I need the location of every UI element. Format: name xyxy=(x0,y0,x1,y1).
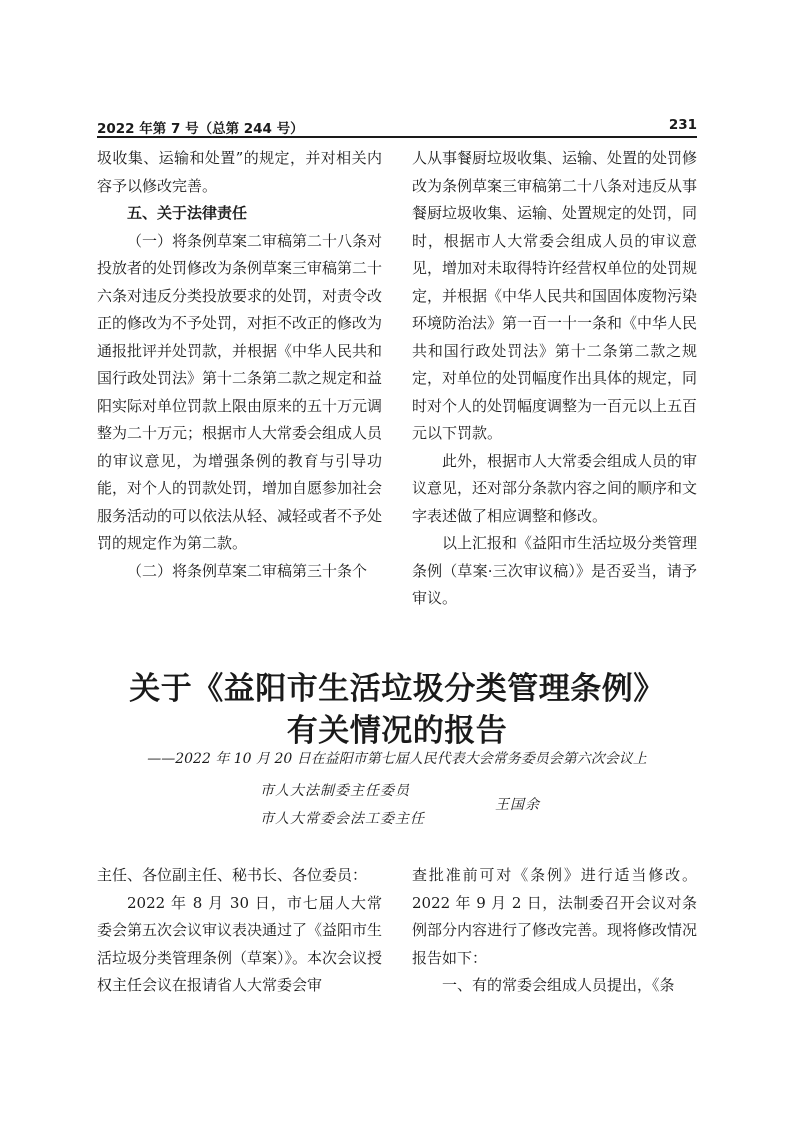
paragraph: （二）将条例草案二审稿第三十条个 xyxy=(127,561,368,580)
report-right-column xyxy=(412,862,697,1000)
author-affiliation: 市人大法制委主任委员 xyxy=(260,783,410,799)
report-title: 关于《益阳市生活垃圾分类管理条例》 xyxy=(129,671,665,707)
report-title-line2: 有关情况的报告 xyxy=(286,713,508,749)
salutation: 主任、各位副主任、秘书长、各位委员： xyxy=(97,866,368,884)
issue-number: 2022 年第 7 号（总第 244 号） xyxy=(97,121,304,137)
left-column xyxy=(97,145,382,585)
paragraph: 以上汇报和《益阳市生活垃圾分类管理条例（草案·三次审议稿）》是否妥当，请予审议。 xyxy=(412,534,698,607)
report-subtitle: ——2022 年 10 月 20 日在益阳市第七届人民代表大会常务委员会第六次会议上 xyxy=(147,751,647,767)
page-number: 231 xyxy=(668,117,697,133)
paragraph: 2022 年 8 月 30 日，市七届人大常委会第五次会议审议表决通过了《益阳市生活垃圾分类管理条例（草案）》。本次会议授权主任会议在报请省人大常委会审 xyxy=(97,893,383,994)
paragraph: 人从事餐厨垃圾收集、运输、处置的处罚修改为条例草案三审稿第二十八条对违反从事餐厨垃圾收集、运输、处置规定的处罚，同时，根据市人大常委会组成人员的审议意见，增加对未取得特许经营权单位的处罚规定，并根据《中华人民共和国固体废物污染环境防治法》第一百一十一条和《中华人民共和国行政处罚法》第十二条第二款之规定，对单位的处罚幅度作出具体的规定，同时对个人的处罚幅度调整为一百元以上五百元以下罚款。 xyxy=(412,149,698,442)
right-column xyxy=(412,145,697,613)
paragraph: 此外，根据市人大常委会组成人员的审议意见，还对部分条款内容之间的顺序和文字表述做了相应调整和修改。 xyxy=(412,451,698,525)
author-affiliation: 市人大常委会法工委主任 xyxy=(260,811,425,827)
author-name: 王国余 xyxy=(495,797,540,813)
report-left-column xyxy=(97,862,382,1000)
paragraph: 一、有的常委会组成人员提出，《条 xyxy=(442,976,675,994)
paragraph: （一）将条例草案二审稿第二十八条对投放者的处罚修改为条例草案三审稿第二十六条对违反分类投放要求的处罚，对责令改正的修改为不予处罚，对拒不改正的修改为通报批评并处罚款，并根据《中华人民共和国行政处罚法》第十二条第二款之规定和益阳实际对单位罚款上限由原来的五十万元调整为二十万元；根据市人大常委会组成人员的审议意见，为增强条例的教育与引导功能，对个人的罚款处罚，增加自愿参加社会服务活动的可以依法从轻、减轻或者不予处罚的规定作为第二款。 xyxy=(97,231,383,552)
section-heading: 五、关于法律责任 xyxy=(127,204,248,222)
paragraph: 查批准前可对《条例》进行适当修改。2022 年 9 月 2 日，法制委召开会议对条例部分内容进行了修改完善。现将修改情况报告如下： xyxy=(412,866,698,967)
header-rule xyxy=(97,136,697,138)
paragraph: 圾收集、运输和处置”的规定，并对相关内容予以修改完善。 xyxy=(97,149,382,195)
page-header xyxy=(97,117,697,137)
